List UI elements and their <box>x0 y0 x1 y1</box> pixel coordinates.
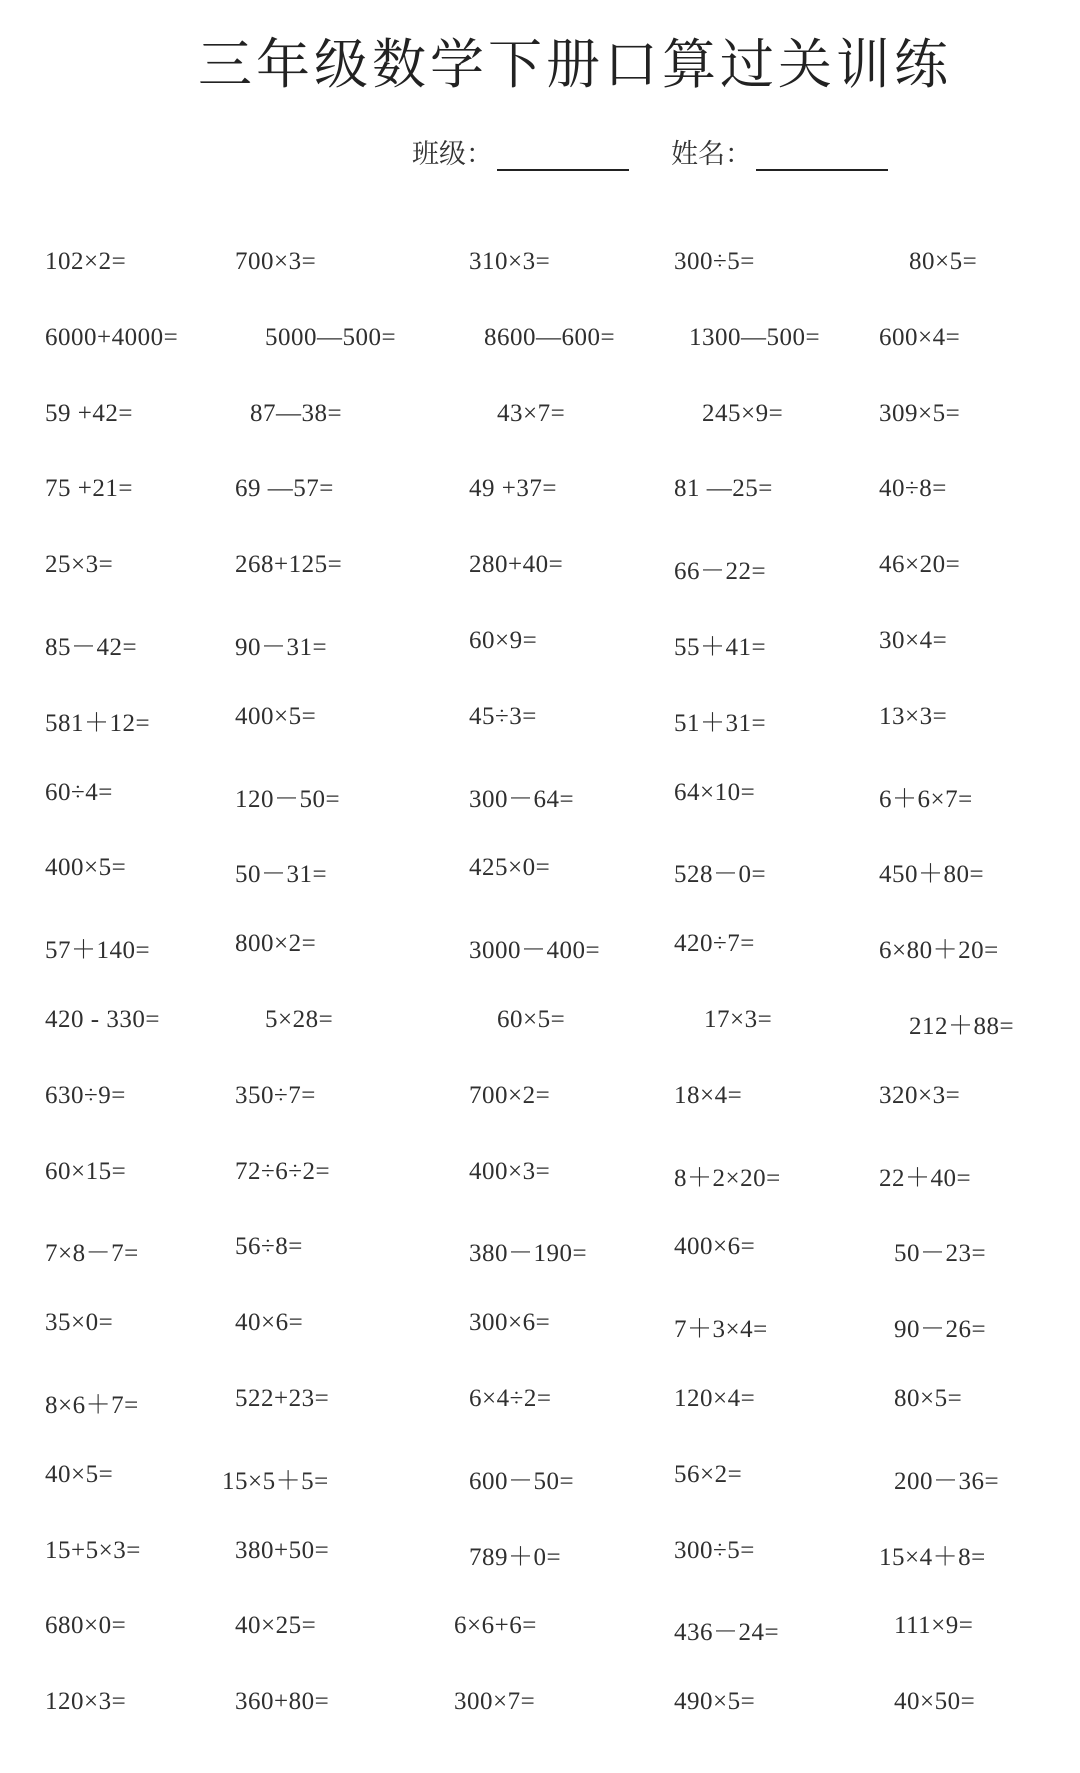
problem-cell: 46×20= <box>879 551 961 579</box>
problem-row <box>0 1385 1080 1461</box>
problem-cell: 60×15= <box>45 1157 127 1185</box>
problem-cell: 700×2= <box>469 1081 551 1109</box>
name-label: 姓名： <box>671 139 752 169</box>
problem-row <box>0 551 1080 627</box>
problem-cell: 212＋88= <box>909 1012 1015 1040</box>
problem-cell: 49 +37= <box>469 475 557 503</box>
problem-cell: 600×4= <box>879 323 961 351</box>
problem-row <box>0 1233 1080 1309</box>
problem-cell: 56÷8= <box>235 1233 303 1261</box>
problem-cell: 80×5= <box>894 1384 963 1412</box>
problem-row <box>0 627 1080 703</box>
problem-cell: 40÷8= <box>879 475 947 503</box>
problem-cell: 43×7= <box>497 399 566 427</box>
problem-cell: 120－50= <box>235 785 341 813</box>
problem-cell: 528－0= <box>674 861 767 889</box>
problem-cell: 56×2= <box>674 1460 743 1488</box>
problem-cell: 420 - 330= <box>45 1005 160 1033</box>
problem-cell: 15×4＋8= <box>879 1543 986 1571</box>
problem-cell: 300－64= <box>469 785 575 813</box>
problem-cell: 8＋2×20= <box>674 1164 781 1192</box>
problem-cell: 57＋140= <box>45 937 151 965</box>
problem-cell: 102×2= <box>45 248 127 275</box>
problem-row <box>0 854 1080 930</box>
problem-cell: 87—38= <box>250 399 343 427</box>
problem-cell: 17×3= <box>704 1005 773 1033</box>
problem-cell: 400×5= <box>45 854 127 882</box>
problem-cell: 400×6= <box>674 1233 756 1261</box>
problem-cell: 400×3= <box>469 1157 551 1185</box>
problem-cell: 360+80= <box>235 1688 330 1716</box>
problem-cell: 81 —25= <box>674 475 773 503</box>
problem-cell: 350÷7= <box>235 1081 316 1109</box>
problem-cell: 50－23= <box>894 1240 987 1268</box>
problem-cell: 30×4= <box>879 626 948 654</box>
problem-cell: 6×80＋20= <box>879 937 999 965</box>
problem-cell: 85－42= <box>45 633 138 661</box>
problem-cell: 800×2= <box>235 930 317 958</box>
problem-cell: 15+5×3= <box>45 1536 141 1564</box>
problem-cell: 425×0= <box>469 854 551 882</box>
problem-cell: 6000+4000= <box>45 323 179 351</box>
problem-row <box>0 248 1080 324</box>
problem-cell: 8×6＋7= <box>45 1391 139 1419</box>
problem-cell: 60×9= <box>469 626 538 654</box>
problem-cell: 120×3= <box>45 1688 127 1716</box>
problem-cell: 120×4= <box>674 1384 756 1412</box>
problem-cell: 420÷7= <box>674 930 755 958</box>
problem-cell: 80×5= <box>909 248 978 275</box>
problem-cell: 55＋41= <box>674 633 767 661</box>
problem-cell: 630÷9= <box>45 1081 126 1109</box>
problem-cell: 111×9= <box>894 1612 974 1640</box>
problem-cell: 280+40= <box>469 551 564 579</box>
problem-cell: 522+23= <box>235 1384 330 1412</box>
problem-row <box>0 1461 1080 1537</box>
problem-cell: 380+50= <box>235 1536 330 1564</box>
problem-cell: 400×5= <box>235 702 317 730</box>
class-label: 班级： <box>412 139 493 169</box>
problem-row <box>0 1082 1080 1158</box>
page-title: 三年级数学下册口算过关训练 <box>198 35 952 95</box>
problem-cell: 60÷4= <box>45 778 113 806</box>
problem-row <box>0 1158 1080 1234</box>
problem-cell: 789＋0= <box>469 1543 562 1571</box>
problem-row <box>0 779 1080 855</box>
problem-cell: 40×6= <box>235 1309 304 1337</box>
problem-row <box>0 703 1080 779</box>
problem-cell: 69 —57= <box>235 475 334 503</box>
problem-cell: 436－24= <box>674 1619 780 1647</box>
problem-cell: 90－26= <box>894 1316 987 1344</box>
problem-cell: 300×6= <box>469 1309 551 1337</box>
problem-cell: 75 +21= <box>45 475 133 503</box>
problem-cell: 18×4= <box>674 1081 743 1109</box>
problem-cell: 7＋3×4= <box>674 1316 768 1344</box>
problem-cell: 268+125= <box>235 551 343 579</box>
problem-cell: 200－36= <box>894 1467 1000 1495</box>
problem-cell: 380－190= <box>469 1240 588 1268</box>
problem-cell: 45÷3= <box>469 702 537 730</box>
problem-cell: 64×10= <box>674 778 756 806</box>
class-blank-line[interactable] <box>497 139 629 171</box>
problem-cell: 6＋6×7= <box>879 785 973 813</box>
problem-cell: 320×3= <box>879 1081 961 1109</box>
problem-cell: 6×6+6= <box>454 1612 537 1640</box>
problem-row <box>0 1612 1080 1688</box>
problem-row <box>0 1537 1080 1613</box>
problem-cell: 300÷5= <box>674 248 755 275</box>
problem-cell: 5×28= <box>265 1005 334 1033</box>
problem-cell: 50－31= <box>235 861 328 889</box>
problem-cell: 700×3= <box>235 248 317 275</box>
problem-cell: 8600—600= <box>484 323 616 351</box>
problem-cell: 72÷6÷2= <box>235 1157 331 1185</box>
problem-row <box>0 1688 1080 1764</box>
problem-cell: 40×50= <box>894 1688 976 1716</box>
problem-cell: 7×8－7= <box>45 1240 139 1268</box>
problem-cell: 66－22= <box>674 558 767 586</box>
problem-cell: 245×9= <box>702 399 784 427</box>
problem-row <box>0 324 1080 400</box>
problem-cell: 600－50= <box>469 1467 575 1495</box>
problem-cell: 22＋40= <box>879 1164 972 1192</box>
problem-cell: 300×7= <box>454 1688 536 1716</box>
problem-row <box>0 930 1080 1006</box>
problem-cell: 13×3= <box>879 702 948 730</box>
problem-cell: 51＋31= <box>674 709 767 737</box>
problem-cell: 5000—500= <box>265 323 397 351</box>
problem-cell: 35×0= <box>45 1309 114 1337</box>
problem-cell: 15×5＋5= <box>222 1467 329 1495</box>
problem-row <box>0 475 1080 551</box>
name-blank-line[interactable] <box>756 139 888 171</box>
problem-row <box>0 1309 1080 1385</box>
problem-cell: 309×5= <box>879 399 961 427</box>
problem-grid <box>0 248 1080 1764</box>
problem-cell: 59 +42= <box>45 399 133 427</box>
problem-cell: 60×5= <box>497 1005 566 1033</box>
problem-cell: 3000－400= <box>469 937 601 965</box>
problem-cell: 581＋12= <box>45 709 151 737</box>
problem-cell: 1300—500= <box>689 323 821 351</box>
problem-row <box>0 400 1080 476</box>
problem-cell: 40×25= <box>235 1612 317 1640</box>
problem-cell: 310×3= <box>469 248 551 275</box>
problem-row <box>0 1006 1080 1082</box>
problem-cell: 90－31= <box>235 633 328 661</box>
problem-cell: 300÷5= <box>674 1536 755 1564</box>
student-info <box>412 132 888 171</box>
problem-cell: 450＋80= <box>879 861 985 889</box>
problem-cell: 680×0= <box>45 1612 127 1640</box>
problem-cell: 40×5= <box>45 1460 114 1488</box>
problem-cell: 6×4÷2= <box>469 1384 552 1412</box>
problem-cell: 25×3= <box>45 551 114 579</box>
problem-cell: 490×5= <box>674 1688 756 1716</box>
